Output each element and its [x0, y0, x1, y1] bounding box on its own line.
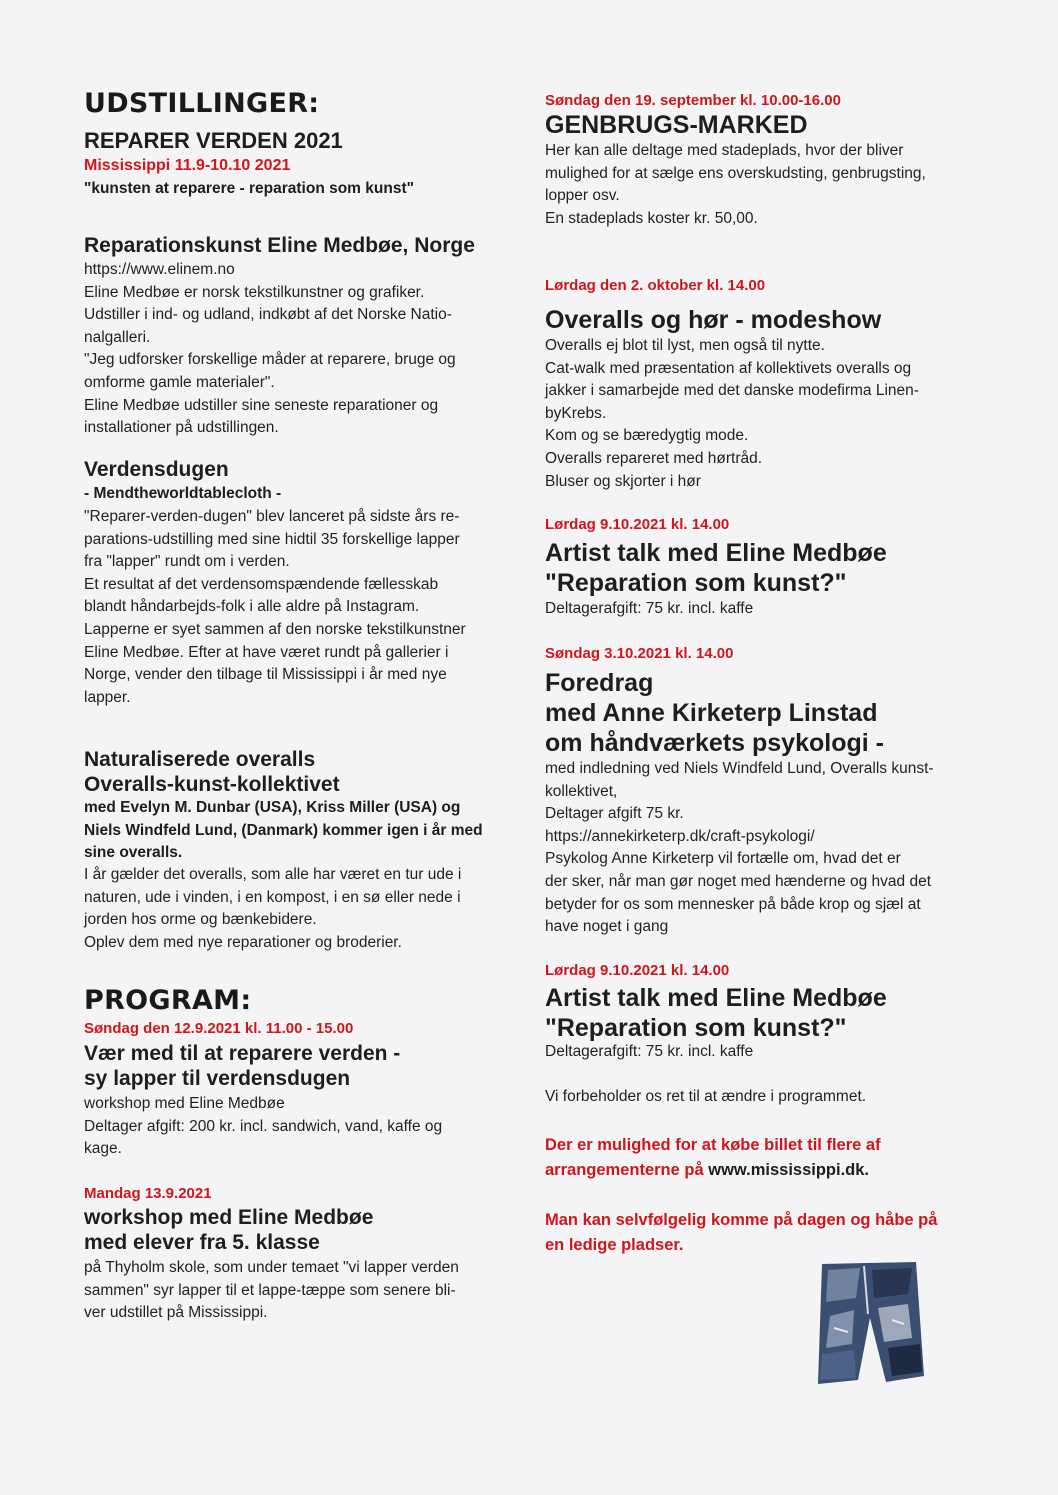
- event5-title: [545, 538, 985, 598]
- artist1-title: Reparationskunst Eline Medbøe, Norge: [84, 234, 475, 257]
- ticket-info: [545, 1133, 985, 1183]
- exhibition-dates: Mississippi 11.9-10.10 2021: [84, 157, 291, 174]
- event3-date: Søndag den 19. september kl. 10.00-16.00: [545, 92, 841, 109]
- ticket-url: www.mississippi.dk.: [708, 1161, 870, 1179]
- text-line: på Thyholm skole, som under temaet "vi lapper verden: [84, 1259, 459, 1276]
- text-line: Deltager afgift: 200 kr. incl. sandwich, vand, kaffe og: [84, 1117, 443, 1135]
- text-line: sine overalls.: [84, 844, 183, 862]
- program-heading: PROGRAM:: [84, 985, 252, 1016]
- text-line: med Evelyn M. Dunbar (USA), Kriss Miller (USA) og: [84, 799, 461, 816]
- event3-title: GENBRUGS-MARKED: [545, 111, 808, 139]
- event2-date: Mandag 13.9.2021: [84, 1185, 212, 1202]
- text-line: Cat-walk med præsentation af kollektivets overalls og: [545, 359, 912, 377]
- text-line: Et resultat af det verdensomspændende fællesskab: [84, 575, 439, 593]
- event4-body: [545, 335, 985, 493]
- text-line: fra "lapper" rundt om i verden.: [84, 553, 290, 571]
- exhibition-tagline: "kunsten at reparere - reparation som kunst": [84, 180, 414, 197]
- artist3-body: [84, 864, 514, 954]
- artist2-body: [84, 506, 514, 709]
- artist2-subtitle: - Mendtheworldtablecloth -: [84, 485, 282, 502]
- text-line: jorden hos orme og bænkebidere.: [84, 911, 317, 929]
- text-line: mulighed for at sælge ens overskudsting, genbrugsting,: [545, 164, 926, 182]
- text-line: "Reparer-verden-dugen" blev lanceret på sidste års re-: [84, 508, 460, 525]
- event4-title: Overalls og hør - modeshow: [545, 306, 882, 334]
- text-line: byKrebs.: [545, 404, 607, 422]
- title-line: "Reparation som kunst?": [545, 569, 847, 597]
- text-line: betyder for os som mennesker på både krop og sjæl at: [545, 895, 921, 913]
- title-line: med Anne Kirketerp Linstad: [545, 699, 878, 727]
- title-line: workshop med Eline Medbøe: [84, 1206, 374, 1229]
- text-line: Man kan selvfølgelig komme på dagen og håbe på: [545, 1211, 938, 1229]
- exhibition-title: REPARER VERDEN 2021: [84, 128, 343, 153]
- text-line: kage.: [84, 1140, 122, 1158]
- title-line: Naturaliserede overalls: [84, 748, 316, 771]
- event2-body: [84, 1257, 514, 1325]
- text-line: en ledige pladser.: [545, 1236, 684, 1254]
- text-line: Oplev dem med nye reparationer og broderier.: [84, 933, 402, 951]
- text-line: I år gælder det overalls, som alle har været en tur ude i: [84, 866, 462, 883]
- text-line: Eline Medbøe. Efter at have været rundt på gallerier i: [84, 643, 449, 661]
- text-line: "Jeg udforsker forskellige måder at reparere, bruge og: [84, 351, 456, 369]
- disclaimer: Vi forbeholder os ret til at ændre i programmet.: [545, 1088, 867, 1105]
- text-line: [545, 1158, 985, 1183]
- text-line: Norge, vender den tilbage til Mississippi i år med nye: [84, 666, 447, 684]
- text-line: der sker, når man gør noget med hænderne og hvad det: [545, 872, 932, 890]
- text-line: have noget i gang: [545, 918, 669, 936]
- text-line: https://www.elinem.no: [84, 261, 235, 278]
- text-line: workshop med Eline Medbøe: [84, 1095, 285, 1112]
- title-line: Artist talk med Eline Medbøe: [545, 539, 887, 567]
- walkin-info: [545, 1208, 985, 1258]
- artist2-title: Verdensdugen: [84, 458, 229, 481]
- text-line: parations-udstilling med sine hidtil 35 forskellige lapper: [84, 530, 460, 548]
- event5-date: Lørdag 9.10.2021 kl. 14.00: [545, 516, 730, 533]
- event2-title: [84, 1205, 514, 1255]
- text-line: Kom og se bæredygtig mode.: [545, 427, 749, 445]
- event7-fee: Deltagerafgift: 75 kr. incl. kaffe: [545, 1043, 754, 1060]
- event7-date: Lørdag 9.10.2021 kl. 14.00: [545, 962, 730, 979]
- text-line: Eline Medbøe er norsk tekstilkunstner og grafiker.: [84, 283, 425, 301]
- text-line: Lapperne er syet sammen af den norske tekstilkunstner: [84, 620, 466, 638]
- exhibitions-heading: UDSTILLINGER:: [84, 88, 320, 119]
- title-line: Vær med til at reparere verden -: [84, 1042, 401, 1065]
- event7-title: [545, 983, 985, 1043]
- text-line: En stadeplads koster kr. 50,00.: [545, 209, 758, 227]
- event1-title: [84, 1041, 514, 1091]
- event1-date: Søndag den 12.9.2021 kl. 11.00 - 15.00: [84, 1020, 354, 1037]
- artist3-participants: [84, 797, 514, 865]
- event6-title: [545, 668, 985, 758]
- text-line: Overalls ej blot til lyst, men også til nytte.: [545, 337, 825, 354]
- title-line: med elever fra 5. klasse: [84, 1231, 320, 1254]
- text-line: naturen, ude i vinden, i en kompost, i en sø eller nede i: [84, 888, 461, 906]
- event6-link: https://annekirketerp.dk/craft-psykologi/: [545, 827, 815, 845]
- artist1-body: [84, 259, 514, 440]
- text-line: Der er mulighed for at købe billet til flere af: [545, 1136, 881, 1154]
- text-span: arrangementerne på: [545, 1161, 709, 1179]
- text-line: med indledning ved Niels Windfeld Lund, Overalls kunst-: [545, 760, 934, 777]
- text-line: Niels Windfeld Lund, (Danmark) kommer igen i år med: [84, 821, 483, 839]
- text-line: Overalls repareret med hørtråd.: [545, 449, 763, 467]
- text-line: sammen" syr lapper til et lappe-tæppe som senere bli-: [84, 1281, 456, 1299]
- text-line: Bluser og skjorter i hør: [545, 472, 701, 490]
- event5-fee: Deltagerafgift: 75 kr. incl. kaffe: [545, 600, 754, 617]
- patched-shorts-image: [808, 1258, 928, 1388]
- text-line: jakker i samarbejde med det danske modefirma Linen-: [545, 382, 919, 400]
- text-line: nalgalleri.: [84, 328, 151, 346]
- text-line: lopper osv.: [545, 187, 620, 205]
- event3-body: [545, 140, 985, 230]
- text-line: lapper.: [84, 688, 131, 706]
- text-line: Her kan alle deltage med stadeplads, hvor der bliver: [545, 142, 904, 159]
- text-line: kollektivet,: [545, 782, 618, 800]
- text-line: Psykolog Anne Kirketerp vil fortælle om, hvad det er: [545, 850, 901, 868]
- title-line: Foredrag: [545, 669, 654, 697]
- event6-body: [545, 758, 985, 939]
- text-line: ver udstillet på Mississippi.: [84, 1304, 268, 1322]
- event6-date: Søndag 3.10.2021 kl. 14.00: [545, 645, 734, 662]
- title-line: "Reparation som kunst?": [545, 1014, 847, 1042]
- title-line: sy lapper til verdensdugen: [84, 1067, 351, 1090]
- event1-body: [84, 1093, 514, 1161]
- text-line: omforme gamle materialer".: [84, 373, 275, 391]
- text-line: Udstiller i ind- og udland, indkøbt af det Norske Natio-: [84, 306, 452, 324]
- text-line: blandt håndarbejds-folk i alle aldre på Instagram.: [84, 598, 420, 616]
- title-line: Artist talk med Eline Medbøe: [545, 984, 887, 1012]
- text-line: installationer på udstillingen.: [84, 419, 279, 437]
- event4-date: Lørdag den 2. oktober kl. 14.00: [545, 277, 766, 294]
- text-line: Deltager afgift 75 kr.: [545, 805, 684, 823]
- text-line: Eline Medbøe udstiller sine seneste reparationer og: [84, 396, 439, 414]
- title-line: Overalls-kunst-kollektivet: [84, 773, 340, 796]
- artist3-title: [84, 747, 514, 797]
- title-line: om håndværkets psykologi -: [545, 729, 884, 757]
